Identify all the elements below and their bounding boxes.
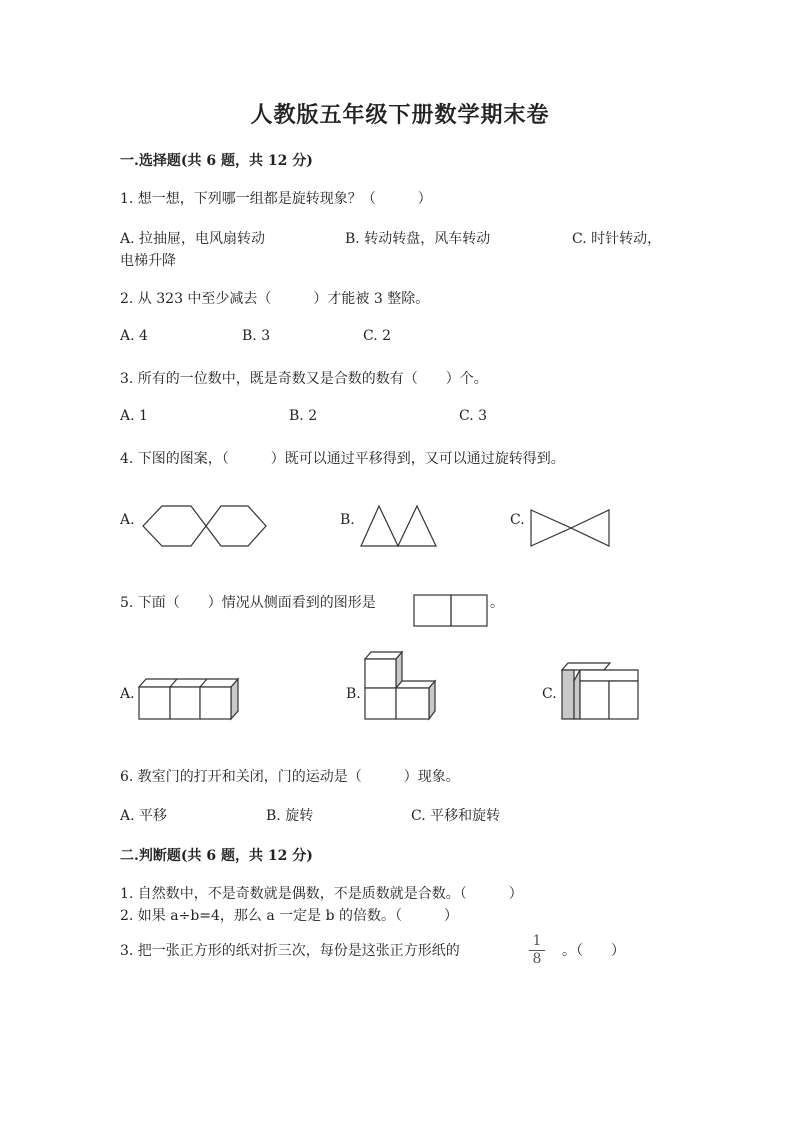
- question-4-label-a: A.: [120, 512, 135, 528]
- question-1-option-a: A. 拉抽屉，电风扇转动: [120, 231, 266, 247]
- judgement-3-stem: 3. 把一张正方形的纸对折三次，每份是这张正方形纸的: [120, 943, 460, 959]
- section-heading-judgement: 二.判断题(共 6 题，共 12 分): [120, 848, 313, 864]
- question-5-stem-end: 。: [490, 595, 504, 611]
- question-6-option-c: C. 平移和旋转: [411, 808, 501, 824]
- fraction-denominator: 8: [532, 951, 542, 967]
- question-2-option-b: B. 3: [242, 328, 271, 344]
- question-5-label-b: B.: [346, 686, 361, 702]
- judgement-2-stem: 2. 如果 a÷b=4，那么 a 一定是 b 的倍数。（ ）: [120, 908, 459, 924]
- question-4-label-b: B.: [340, 512, 355, 528]
- question-2-option-c: C. 2: [363, 328, 392, 344]
- section-heading-choice: 一.选择题(共 6 题，共 12 分): [120, 153, 313, 169]
- judgement-1-stem: 1. 自然数中，不是奇数就是偶数，不是质数就是合数。（ ）: [120, 886, 523, 902]
- l-shaped-cubes: [365, 652, 435, 719]
- question-4-label-c: C.: [510, 512, 525, 528]
- question-2-stem: 2. 从 323 中至少减去（ ）才能被 3 整除。: [120, 291, 430, 307]
- page-title: 人教版五年级下册数学期末卷: [250, 102, 550, 128]
- question-1-stem: 1. 想一想，下列哪一组都是旋转现象？（ ）: [120, 191, 432, 207]
- question-1-option-b: B. 转动转盘，风车转动: [345, 231, 491, 247]
- question-1-option-c: C. 时针转动，: [572, 231, 662, 247]
- question-3-option-b: B. 2: [289, 408, 318, 424]
- question-2-option-a: A. 4: [120, 328, 148, 344]
- three-cubes-row: [139, 679, 238, 719]
- question-4-stem: 4. 下图的图案，（ ）既可以通过平移得到，又可以通过旋转得到。: [120, 451, 565, 467]
- judgement-3-stem-end: 。（ ）: [562, 943, 625, 959]
- question-3-option-a: A. 1: [120, 408, 148, 424]
- overlapping-cubes: [562, 663, 638, 719]
- question-6-stem: 6. 教室门的打开和关闭，门的运动是（ ）现象。: [120, 769, 460, 785]
- fraction-numerator: 1: [532, 933, 542, 949]
- question-5-stem: 5. 下面（ ）情况从侧面看到的图形是: [120, 595, 376, 611]
- question-6-option-b: B. 旋转: [266, 808, 314, 824]
- question-1-option-c-continued: 电梯升降: [120, 253, 176, 269]
- question-3-stem: 3. 所有的一位数中，既是奇数又是合数的数有（ ）个。: [120, 371, 488, 387]
- question-3-option-c: C. 3: [459, 408, 488, 424]
- fraction-one-eighth: [527, 934, 547, 967]
- question-5-label-a: A.: [120, 686, 135, 702]
- question-5-label-c: C.: [542, 686, 557, 702]
- question-6-option-a: A. 平移: [120, 808, 168, 824]
